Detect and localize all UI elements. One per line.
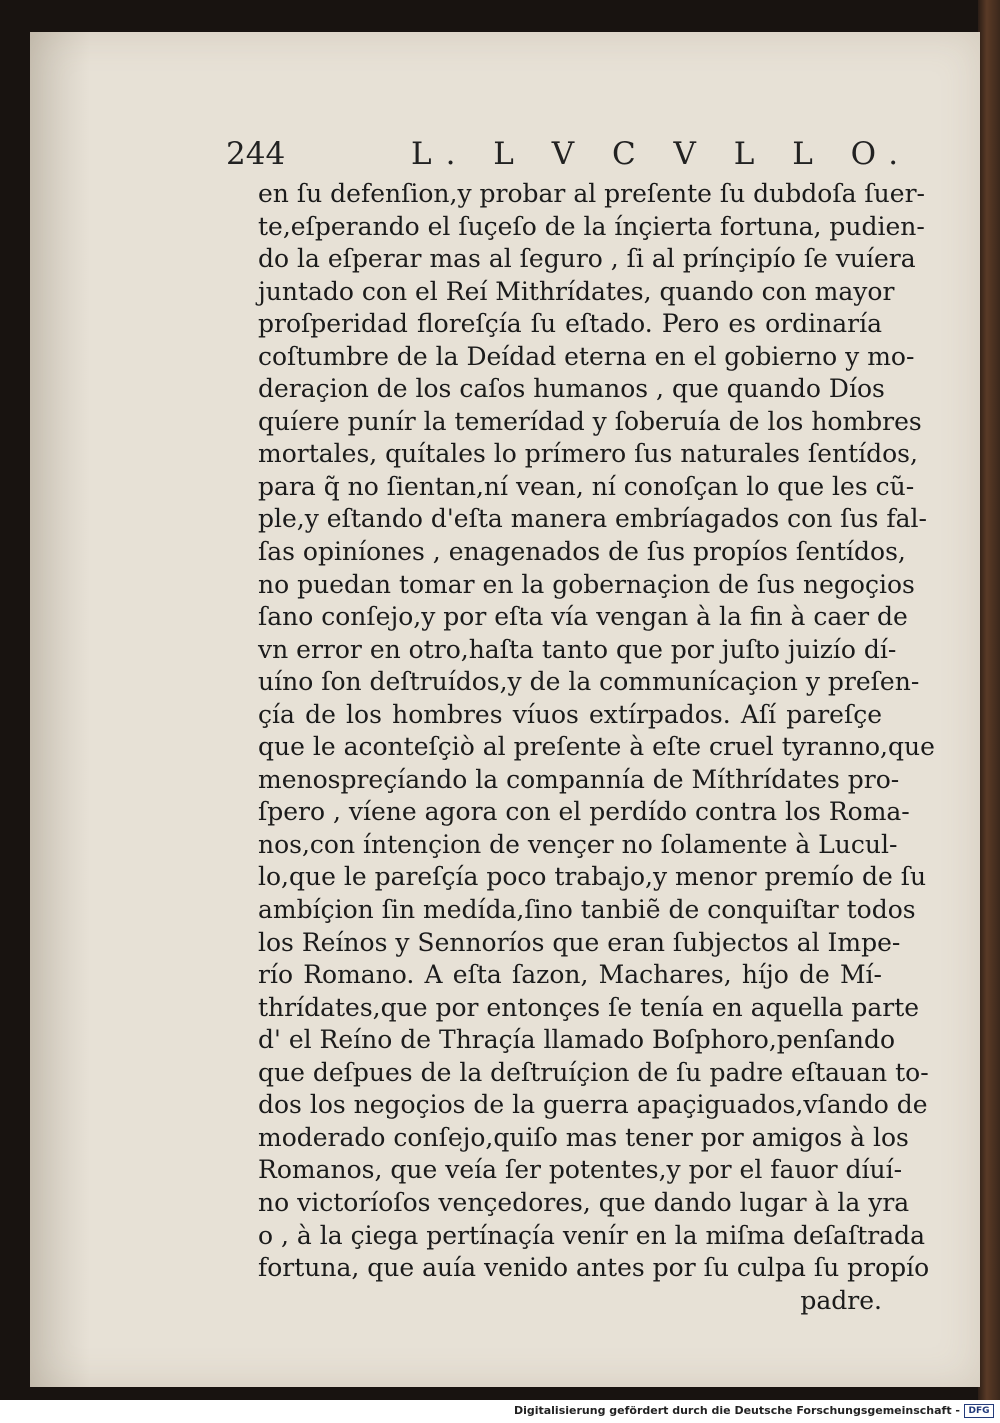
text-line: lo,que le pareſçía poco trabajo,y menor premío de ſu — [258, 862, 927, 892]
text-line: deraçion de los caſos humanos , que quando Díos — [258, 374, 885, 404]
text-line: fortuna, que auía venido antes por ſu culpa ſu propío — [258, 1253, 930, 1283]
text-line: Romanos, que veía ſer potentes,y por el fauor díuí- — [258, 1155, 903, 1185]
text-line: quíere punír la temerídad y ſoberuía de los hombres — [258, 406, 922, 436]
text-line: mortales, quítales lo prímero ſus naturales ſentídos, — [258, 439, 918, 469]
body-text — [258, 178, 935, 1317]
text-line: vn error en otro,haſta tanto que por juſto juizío dí- — [258, 634, 897, 664]
text-line: ſpero , víene agora con el perdído contra los Roma- — [258, 797, 910, 827]
text-line: proſperidad floreſçía ſu eſtado. Pero es ordinaría — [258, 309, 882, 339]
text-line: menospreçíando la compannía de Míthrídates pro- — [258, 764, 900, 794]
text-line: en ſu defenſion,y probar al preſente ſu dubdoſa ſuer- — [258, 179, 925, 208]
book-cover-edge — [978, 0, 1000, 1400]
text-line: d' el Reíno de Thraçía llamado Boſphoro,penſando — [258, 1025, 895, 1055]
gutter-shadow — [30, 32, 90, 1387]
text-line: que deſpues de la deſtruíçion de ſu padre eſtauan to- — [258, 1057, 929, 1087]
text-line: ſano conſejo,y por eſta vía vengan à la fin à caer de — [258, 602, 908, 632]
text-line: nos,con íntençion de vençer no ſolamente à Lucul- — [258, 829, 898, 859]
text-line: uíno ſon deſtruídos,y de la communícaçion y preſen- — [258, 667, 920, 697]
text-line: juntado con el Reí Mithrídates, quando con mayor — [258, 276, 895, 306]
text-line: çía de los hombres víuos extírpados. Aſí pareſçe — [258, 699, 882, 729]
text-line: ple,y eſtando d'eſta manera embríagados con ſus fal- — [258, 504, 927, 534]
running-title: L. L V C V L L O. — [411, 136, 913, 172]
text-line: para q̃ no ſientan,ní vean, ní conoſçan lo que les cũ- — [258, 471, 915, 501]
text-line: dos los negoçios de la guerra apaçiguados,vſando de — [258, 1090, 928, 1120]
text-line: ſas opiníones , enagenados de ſus propíos ſentídos, — [258, 537, 906, 567]
text-line: do la eſperar mas al ſeguro , ſi al prínçipío ſe vuíera — [258, 244, 916, 274]
text-line: thrídates,que por entonçes ſe tenía en aquella parte — [258, 992, 920, 1022]
text-line: no puedan tomar en la gobernaçion de ſus negoçios — [258, 569, 915, 599]
text-line: que le aconteſçiò al preſente à eſte cruel tyranno,que — [258, 732, 935, 762]
dfg-logo: DFG — [964, 1404, 994, 1418]
digitization-footer — [0, 1400, 1000, 1423]
page-number: 244 — [226, 136, 286, 172]
text-line: no victoríoſos vençedores, que dando lugar à la yra — [258, 1187, 910, 1217]
text-line: coſtumbre de la Deídad eterna en el gobierno y mo- — [258, 341, 915, 371]
text-line: te,eſperando el ſuçeſo de la ínçierta fortuna, pudien- — [258, 211, 925, 241]
text-line: o , à la çiega pertínaçía venír en la miſma deſaſtrada — [258, 1220, 926, 1250]
text-line: ambíçion ſin medída,ſino tanbiẽ de conquiſtar todos — [258, 895, 916, 925]
text-line: padre. — [800, 1285, 882, 1315]
text-line: río Romano. A eſta ſazon, Machares, híjo de Mí- — [258, 960, 882, 990]
text-line: los Reínos y Sennoríos que eran ſubjectos al Impe- — [258, 927, 901, 957]
running-head — [226, 136, 926, 176]
text-line: moderado conſejo,quiſo mas tener por amigos à los — [258, 1122, 909, 1152]
funding-credit: Digitalisierung gefördert durch die Deutsche Forschungsgemeinschaft - — [513, 1404, 960, 1417]
